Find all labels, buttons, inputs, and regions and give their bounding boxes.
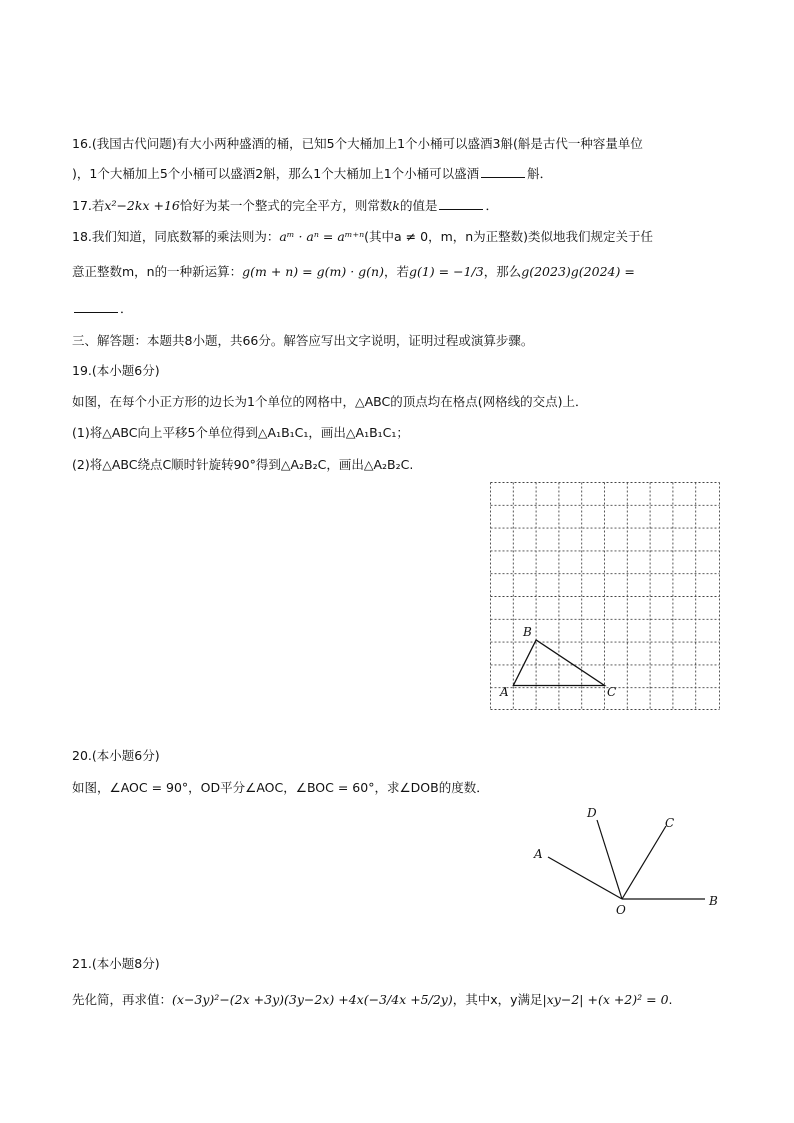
label-b: B [709,894,718,908]
q17-answer-blank[interactable] [439,197,483,210]
q17-suffix: 的值是 [399,198,438,213]
q18-line2-mid: ，若 [383,264,409,279]
q18-line1 [72,228,653,246]
label-d: D [587,806,597,820]
label-c: C [607,685,617,699]
label-b: B [523,625,532,639]
q17-prefix: 17.若 [72,198,105,213]
q17-line [72,197,498,215]
ray-oc [622,826,666,899]
section-header: 三、解答题：本题共8小题，共66分。解答应写出文字说明，证明过程或演算步骤。 [72,333,534,348]
q17-var: k [392,198,400,213]
q16-answer-blank[interactable] [481,165,525,178]
q18-line2-prefix: 意正整数m，n的一种新运算： [72,264,243,279]
q17-end: ． [485,198,498,213]
q21-prefix: 先化简，再求值： [72,992,173,1007]
q21-line [72,991,673,1009]
q19-part1: (1)将△ABC向上平移5个单位得到△A₁B₁C₁，画出△A₁B₁C₁； [72,425,409,440]
q18-end: ． [120,301,133,316]
q21-end: . [668,992,673,1007]
label-a: A [500,685,509,699]
q17-expression: x²−2kx +16 [104,198,180,213]
q18-answer-blank[interactable] [74,300,118,313]
q19-grid-figure [490,482,720,710]
q16-line2-suffix: 斛． [527,166,553,181]
q21-expression: (x−3y)²−(2x +3y)(3y−2x) +4x(−3/4x +5/2y) [172,992,453,1007]
label-o: O [616,903,626,917]
q18-rule: g(m + n) = g(m) · g(n) [242,264,384,279]
q19-title: 19.(本小题6分) [72,363,160,378]
q18-line2-mid2: ，那么 [483,264,522,279]
q16-line2-prefix: )，1个大桶加上5个小桶可以盛酒2斛，那么1个大桶加上1个小桶可以盛酒 [72,166,480,181]
q17-middle: 恰好为某一个整式的完全平方，则常数 [179,198,393,213]
q21-mid: ，其中x，y满足 [452,992,543,1007]
grid-lines [491,483,720,710]
q18-line3 [72,300,133,318]
q18-given: g(1) = −1/3 [408,264,484,279]
q21-title: 21.(本小题8分) [72,956,160,971]
q21-condition: |xy−2| +(x +2)² = 0 [542,992,669,1007]
q20-angle-figure [525,800,725,920]
q18-ask: g(2023)g(2024) = [521,264,635,279]
q19-part2: (2)将△ABC绕点C顺时针旋转90°得到△A₂B₂C，画出△A₂B₂C. [72,457,414,472]
label-c: C [665,816,675,830]
label-a: A [534,847,543,861]
q20-title: 20.(本小题6分) [72,748,160,763]
q18-formula: aᵐ · aⁿ = aᵐ⁺ⁿ [279,229,365,244]
q20-text: 如图，∠AOC = 90°，OD平分∠AOC，∠BOC = 60°，求∠DOB的度数． [72,780,489,795]
q18-line1-suffix: (其中a ≠ 0，m，n为正整数)类似地我们规定关于任 [364,229,654,244]
q18-line2 [72,263,635,281]
q16-line2 [72,165,552,183]
q19-intro: 如图，在每个小正方形的边长为1个单位的网格中，△ABC的顶点均在格点(网格线的交点)上． [72,394,588,409]
q16-line1: 16.(我国古代问题)有大小两种盛酒的桶，已知5个大桶加上1个小桶可以盛酒3斛(斛是古代一种容量单位 [72,136,643,151]
q18-line1-prefix: 18.我们知道，同底数幂的乘法则为： [72,229,280,244]
